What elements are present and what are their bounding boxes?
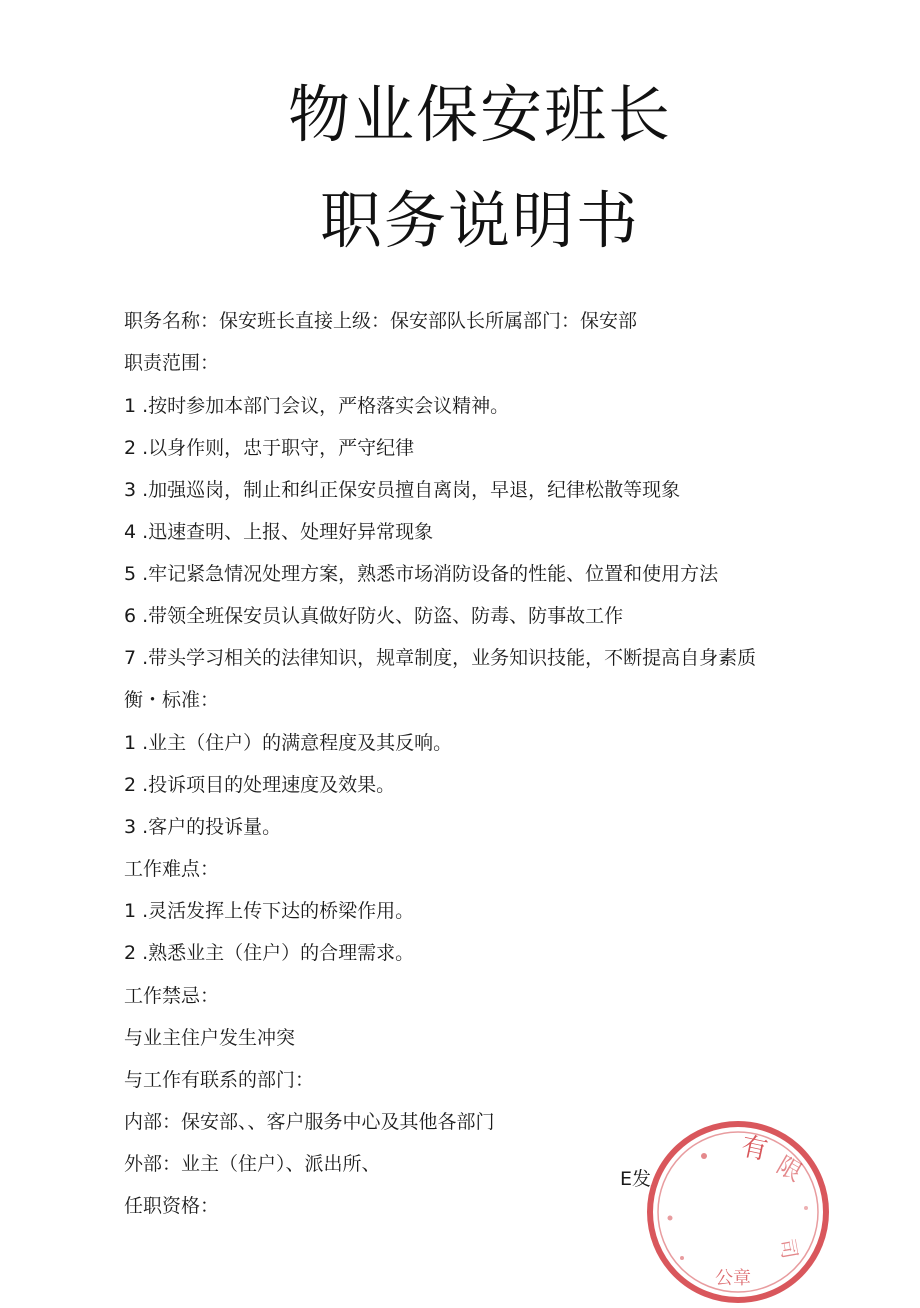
- section-heading-taboos: 工作禁忌：: [124, 985, 220, 1007]
- section-heading-difficulties: 工作难点：: [124, 858, 220, 880]
- section-heading-responsibilities: 职责范围：: [124, 352, 220, 374]
- section-heading-standards: 衡・标准：: [124, 689, 220, 711]
- list-item: 2 .熟悉业主（住户）的合理需求。: [124, 942, 415, 964]
- external-departments: 外部：业主（住户）、派出所、: [124, 1153, 381, 1175]
- list-item: 2 .投诉项目的处理速度及效果。: [124, 774, 396, 796]
- list-item: 1 .灵活发挥上传下达的桥梁作用。: [124, 900, 415, 922]
- list-item: 1 .业主（住户）的满意程度及其反响。: [124, 732, 453, 754]
- list-item: 6 .带领全班保安员认真做好防火、防盗、防毒、防事故工作: [124, 605, 624, 627]
- section-heading-qualifications: 任职资格：: [124, 1195, 220, 1217]
- company-seal-stamp: [630, 1108, 840, 1308]
- list-item: 3 .客户的投诉量。: [124, 816, 282, 838]
- list-item: 5 .牢记紧急情况处理方案，熟悉市场消防设备的性能、位置和使用方法: [124, 563, 719, 585]
- internal-departments: 内部：保安部、、客户服务中心及其他各部门: [124, 1111, 495, 1133]
- section-heading-related-departments: 与工作有联系的部门：: [124, 1069, 315, 1091]
- svg-text:司: 司: [775, 1236, 803, 1261]
- taboo-item: 与业主住户发生冲突: [124, 1027, 296, 1049]
- partial-text-fragment: E发: [620, 1168, 652, 1190]
- list-item: 4 .迅速查明、上报、处理好异常现象: [124, 521, 434, 543]
- svg-text:限: 限: [772, 1150, 807, 1188]
- list-item: 7 .带头学习相关的法律知识，规章制度，业务知识技能，不断提高自身素质: [124, 647, 757, 669]
- list-item: 3 .加强巡岗，制止和纠正保安员擅自离岗，早退，纪律松散等现象: [124, 479, 681, 501]
- job-info-line: 职务名称：保安班长直接上级：保安部队长所属部门：保安部: [124, 310, 638, 332]
- document-title-line-2: 职务说明书: [319, 184, 640, 257]
- document-title-line-1: 物业保安班长: [287, 78, 672, 151]
- list-item: 2 .以身作则，忠于职守，严守纪律: [124, 437, 415, 459]
- svg-text:公章: 公章: [715, 1268, 751, 1289]
- svg-text:有: 有: [738, 1131, 771, 1167]
- list-item: 1 .按时参加本部门会议，严格落实会议精神。: [124, 395, 510, 417]
